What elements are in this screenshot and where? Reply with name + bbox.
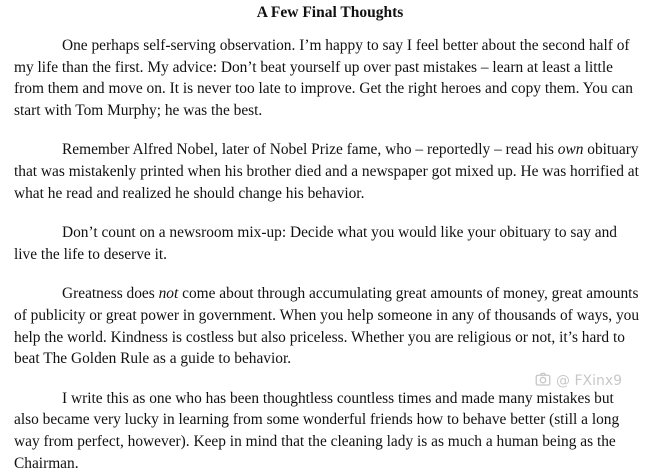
- paragraph: [14, 35, 646, 121]
- text-run: come about through accumulating great amounts of money, great amounts: [178, 285, 639, 303]
- emphasized-text: own: [557, 141, 584, 159]
- text-run: I write this as one who has been thoughtless countless times and made many mistakes but: [62, 389, 614, 407]
- page-title: A Few Final Thoughts: [256, 4, 404, 21]
- text-run: my life than the first. My advice: Don’t beat yourself up over past mistakes – learn at least a little: [14, 58, 613, 76]
- text-run: start with Tom Murphy; he was the best.: [14, 101, 263, 119]
- document-body: [14, 35, 646, 474]
- text-run: help the world. Kindness is costless but also priceless. Whether you are religious or not, it’s hard to: [14, 328, 625, 346]
- text-run: beat The Golden Rule as a guide to behavior.: [14, 350, 292, 368]
- text-run: Chairman.: [14, 454, 79, 472]
- watermark-text: @ FXinx9: [556, 373, 623, 389]
- text-run: from them and move on. It is never too late to improve. Get the right heroes and copy them. You can: [14, 80, 633, 98]
- watermark: [534, 370, 622, 392]
- text-run: way from perfect, however). Keep in mind that the cleaning lady is as much a human being as the: [14, 432, 616, 450]
- paragraph: [14, 222, 646, 265]
- text-run: Don’t count on a newsroom mix-up: Decide what you would like your obituary to say and: [62, 224, 617, 242]
- emphasized-text: not: [158, 285, 179, 303]
- paragraph: [14, 139, 646, 204]
- text-run: One perhaps self-serving observation. I’m happy to say I feel better about the second half of: [62, 37, 630, 54]
- text-run: that was mistakenly printed when his brother died and a newspaper got mixed up. He was horrified at: [14, 162, 639, 180]
- text-run: also became very lucky in learning from some wonderful friends how to behave better (still a long: [14, 411, 620, 429]
- text-run: live the life to deserve it.: [14, 245, 167, 263]
- text-run: Greatness does: [62, 285, 159, 303]
- paragraph: [14, 388, 646, 474]
- text-run: of publicity or great power in government. When you help someone in any of thousands of ways, you: [14, 306, 640, 324]
- text-run: what he read and realized he should change his behavior.: [14, 184, 365, 202]
- text-run: Remember Alfred Nobel, later of Nobel Prize fame, who – reportedly – read his: [62, 141, 558, 159]
- text-run: obituary: [583, 141, 639, 159]
- paragraph: [14, 283, 646, 369]
- camera-icon: [534, 370, 552, 392]
